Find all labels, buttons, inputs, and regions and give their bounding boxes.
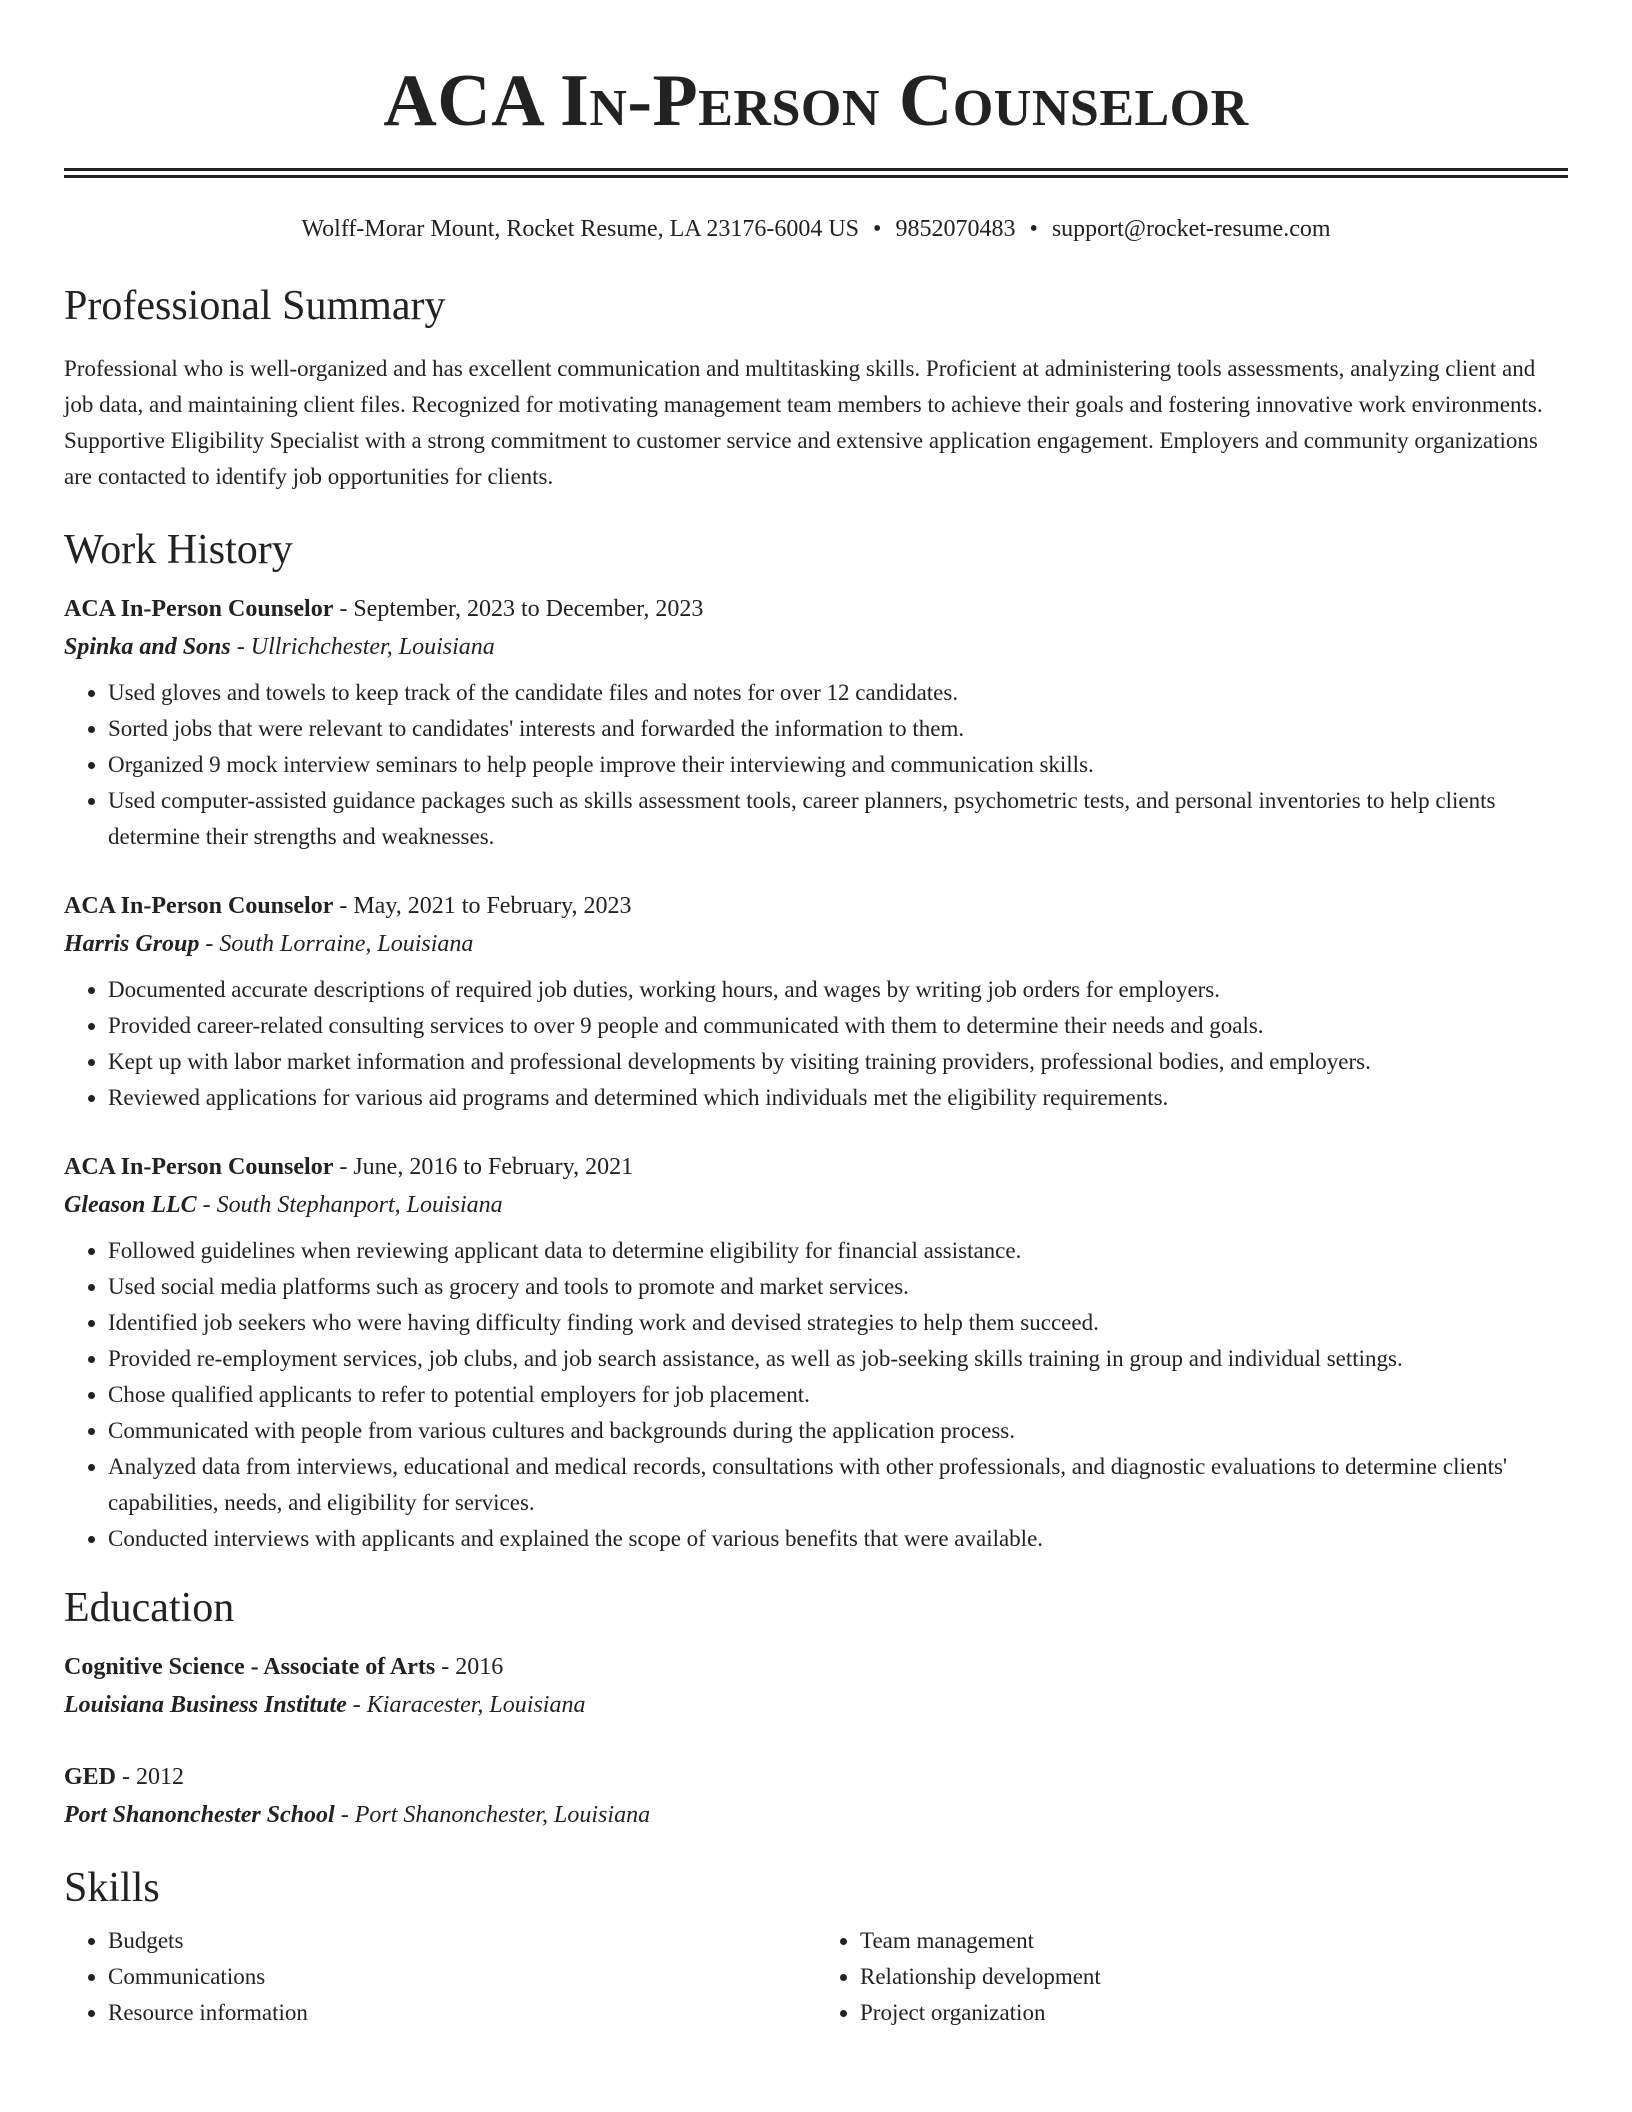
job-role: ACA In-Person Counselor	[64, 596, 334, 622]
job-bullets	[64, 972, 1568, 1116]
skill-item: • Budgets	[108, 1923, 816, 1959]
job-location: - South Lorraine, Louisiana	[199, 931, 474, 957]
education-school-line	[64, 1799, 1568, 1831]
job-bullet: • Provided career-related consulting services to over 9 people and communicated with them to determine their needs and goals.	[108, 1008, 1568, 1044]
summary-text: Professional who is well-organized and has excellent communication and multitasking skills. Proficient at administering tools assessments, analyzing client and job data, and maintaining client files. Recognized for motivating management team members to achieve their goals and fostering innovative work environments. Supportive Eligibility Specialist with a strong commitment to customer service and extensive application engagement. Employers and community organizations are contacted to identify job opportunities for clients.	[64, 356, 1543, 489]
job-bullet: • Provided re-employment services, job clubs, and job search assistance, as well as job-seeking skills training in group and individual settings.	[108, 1341, 1568, 1377]
job-role: ACA In-Person Counselor	[64, 1154, 334, 1180]
job-bullet: • Kept up with labor market information and professional developments by visiting training providers, professional bodies, and employers.	[108, 1044, 1568, 1080]
education-year: - 2016	[435, 1654, 504, 1680]
job-bullet: • Documented accurate descriptions of required job duties, working hours, and wages by writing job orders for employers.	[108, 972, 1568, 1008]
job-company-line	[64, 1189, 1568, 1221]
job-bullet: • Used computer-assisted guidance packages such as skills assessment tools, career planners, psychometric tests, and personal inventories to help clients determine their strengths and weaknesses.	[108, 783, 1568, 855]
contact-line	[64, 213, 1568, 245]
job-role: ACA In-Person Counselor	[64, 893, 334, 919]
skills-list-left	[64, 1923, 816, 2031]
skill-item: • Relationship development	[860, 1959, 1568, 1995]
job-company-line	[64, 631, 1568, 663]
job-dates: - May, 2021 to February, 2023	[333, 893, 632, 919]
education-entry	[64, 1761, 1568, 1831]
skill-item: • Resource information	[108, 1995, 816, 2031]
contact-email: support@rocket-resume.com	[1051, 216, 1331, 242]
job-company: Spinka and Sons	[64, 634, 231, 660]
education-entry	[64, 1651, 1568, 1721]
job-title-line	[64, 593, 1568, 625]
education-location: - Kiaracester, Louisiana	[346, 1692, 586, 1718]
job-bullets	[64, 1233, 1568, 1557]
skill-item: • Communications	[108, 1959, 816, 1995]
education-school: Port Shanonchester School	[64, 1802, 335, 1828]
resume-name: ACA In-Person Counselor	[383, 60, 1249, 142]
job-dates: - June, 2016 to February, 2021	[333, 1154, 634, 1180]
job-bullet: • Identified job seekers who were having difficulty finding work and devised strategies to help them succeed.	[108, 1305, 1568, 1341]
job-bullet: • Reviewed applications for various aid programs and determined which individuals met the eligibility requirements.	[108, 1080, 1568, 1116]
header-divider	[64, 168, 1568, 178]
skill-item: • Project organization	[860, 1995, 1568, 2031]
job-bullet: • Used social media platforms such as grocery and tools to promote and market services.	[108, 1269, 1568, 1305]
contact-address: Wolff-Morar Mount, Rocket Resume, LA 23176-6004 US	[301, 216, 860, 242]
job-company: Gleason LLC	[64, 1192, 197, 1218]
job-entry	[64, 890, 1568, 1116]
job-dates: - September, 2023 to December, 2023	[333, 596, 704, 622]
education-degree-line	[64, 1651, 1568, 1683]
job-bullet: • Sorted jobs that were relevant to candidates' interests and forwarded the information to them.	[108, 711, 1568, 747]
job-bullet: • Conducted interviews with applicants and explained the scope of various benefits that were available.	[108, 1521, 1568, 1557]
skills-heading: Skills	[64, 1865, 160, 1911]
job-location: - South Stephanport, Louisiana	[196, 1192, 503, 1218]
summary-heading: Professional Summary	[64, 283, 446, 329]
job-bullet: • Used gloves and towels to keep track of the candidate files and notes for over 12 candidates.	[108, 675, 1568, 711]
contact-separator: •	[1029, 216, 1038, 242]
job-bullet: • Followed guidelines when reviewing applicant data to determine eligibility for financial assistance.	[108, 1233, 1568, 1269]
education-degree: Cognitive Science - Associate of Arts	[64, 1654, 436, 1680]
skill-item: • Team management	[860, 1923, 1568, 1959]
job-company-line	[64, 928, 1568, 960]
job-bullet: • Organized 9 mock interview seminars to help people improve their interviewing and communication skills.	[108, 747, 1568, 783]
work-history-heading: Work History	[64, 527, 293, 573]
job-title-line	[64, 890, 1568, 922]
contact-phone: 9852070483	[895, 216, 1016, 242]
education-year: - 2012	[116, 1764, 185, 1790]
job-entry	[64, 1151, 1568, 1557]
education-heading: Education	[64, 1585, 235, 1631]
skills-list-right	[816, 1923, 1568, 2031]
education-school: Louisiana Business Institute	[64, 1692, 347, 1718]
education-degree-line	[64, 1761, 1568, 1793]
job-bullet: • Communicated with people from various cultures and backgrounds during the application process.	[108, 1413, 1568, 1449]
job-entry	[64, 593, 1568, 855]
education-school-line	[64, 1689, 1568, 1721]
skills-grid	[64, 1923, 1568, 2031]
job-bullet: • Analyzed data from interviews, educational and medical records, consultations with other professionals, and diagnostic evaluations to determine clients' capabilities, needs, and eligibility for services.	[108, 1449, 1568, 1521]
job-bullets	[64, 675, 1568, 855]
job-company: Harris Group	[64, 931, 200, 957]
job-location: - Ullrichchester, Louisiana	[230, 634, 495, 660]
education-location: - Port Shanonchester, Louisiana	[334, 1802, 651, 1828]
contact-separator: •	[873, 216, 882, 242]
job-bullet: • Chose qualified applicants to refer to potential employers for job placement.	[108, 1377, 1568, 1413]
job-title-line	[64, 1151, 1568, 1183]
education-degree: GED	[64, 1764, 117, 1790]
